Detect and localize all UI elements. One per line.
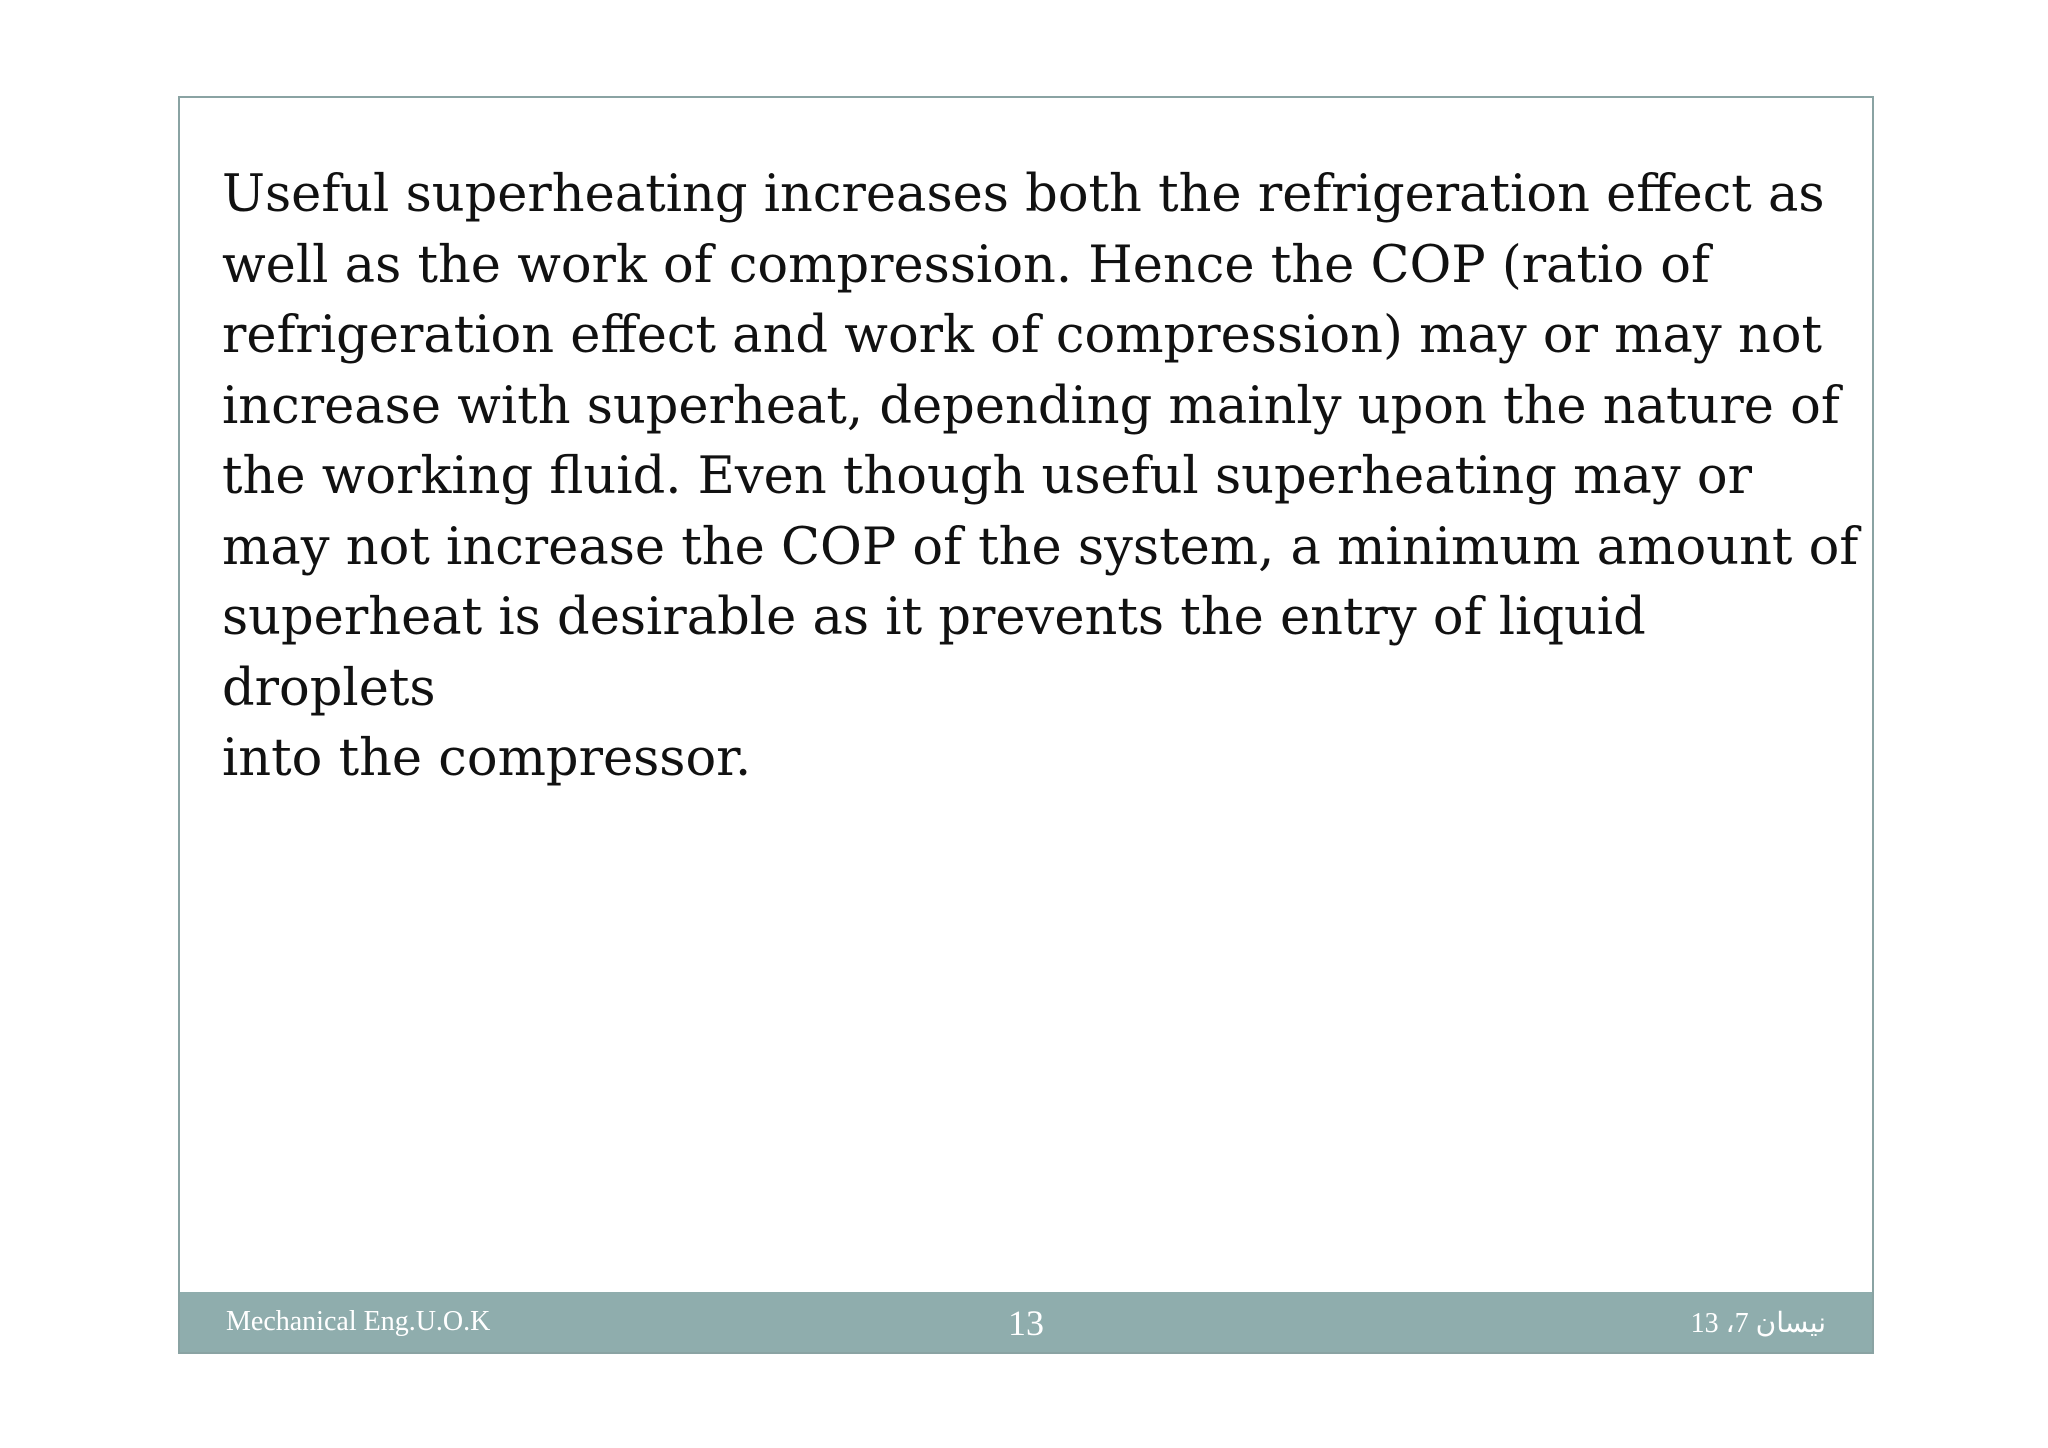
body-line-6: may not increase the COP of the system, a minimum amount of — [222, 517, 1859, 577]
footer-organization: Mechanical Eng.U.O.K — [226, 1306, 491, 1337]
slide-footer — [180, 1292, 1872, 1352]
slide — [178, 96, 1874, 1354]
body-line-1: Useful superheating increases both the refrigeration effect as — [222, 165, 1825, 224]
slide-body-text — [222, 160, 1862, 795]
body-line-4: increase with superheat, depending mainly upon the nature of — [222, 376, 1840, 436]
body-line-8: into the compressor. — [222, 729, 752, 788]
footer-date: نيسان 7، 13 — [1690, 1308, 1826, 1339]
body-line-3: refrigeration effect and work of compression) may or may not — [222, 306, 1823, 365]
footer-page-number: 13 — [1008, 1303, 1044, 1343]
body-line-7: superheat is desirable as it prevents the entry of liquid droplets — [222, 588, 1646, 718]
body-line-2: well as the work of compression. Hence the COP (ratio of — [222, 235, 1710, 295]
body-line-5: the working fluid. Even though useful superheating may or — [222, 447, 1752, 506]
